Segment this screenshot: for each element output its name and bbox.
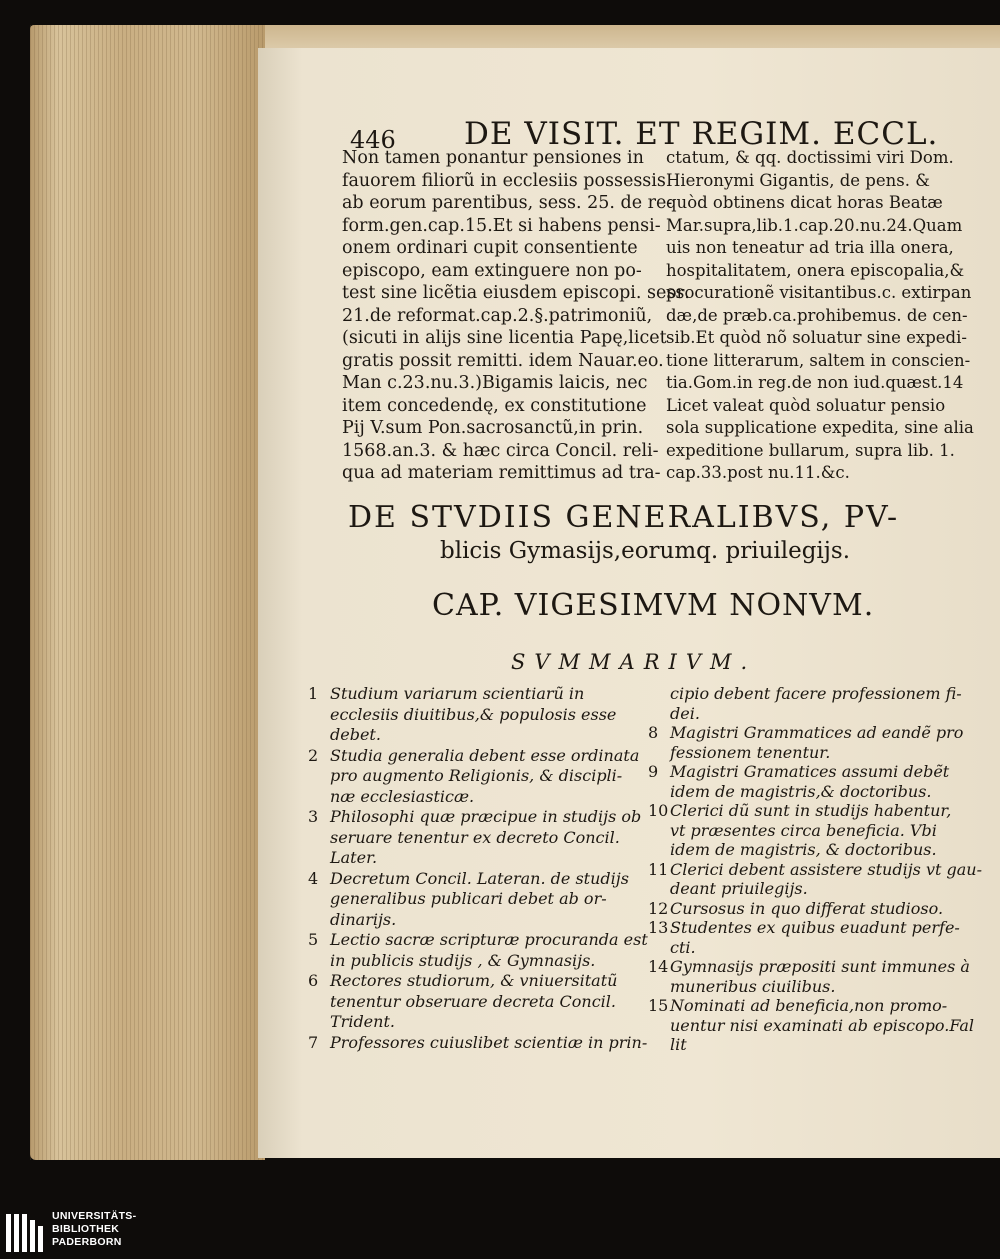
summarium-title: SVMMARIVM. (511, 650, 757, 674)
summary-item-number: 7 (308, 1032, 319, 1052)
summary-item-number: 12 (648, 898, 669, 918)
summary-item-line: muneribus ciuilibus. (670, 976, 836, 996)
summary-item-number: 4 (308, 868, 319, 888)
summary-item-number: 5 (308, 930, 319, 949)
summary-item-line: in publicis studijs , & Gymnasijs. (330, 950, 596, 970)
summary-item-line: Studentes ex quibus euadunt perfe- (670, 918, 960, 937)
summary-item-line: idem de magistris, & doctoribus. (670, 840, 937, 859)
summary-item-number: 11 (648, 859, 669, 879)
summary-item-number: 10 (648, 801, 669, 820)
text-line: procurationẽ visitantibus.c. extirpan (666, 283, 972, 302)
text-line: sola supplicatione expedita, sine alia (666, 418, 974, 437)
chapter-title: CAP. VIGESIMVM NONVM. (432, 588, 875, 623)
summary-item-line: seruare tenentur ex decreto Concil. (330, 827, 620, 847)
text-line: 21.de reformat.cap.2.§.patrimoniũ, (342, 305, 653, 326)
text-line: ctatum, & qq. doctissimi viri Dom. (666, 148, 954, 167)
summary-item-number: 3 (308, 807, 319, 826)
text-line: onem ordinari cupit consentiente (342, 238, 638, 258)
summary-item-line: Philosophi quæ præcipue in studijs ob (330, 807, 642, 826)
summary-item-line: debet. (330, 725, 381, 744)
page-number: 446 (350, 126, 396, 154)
summary-item-line: deant priuilegijs. (670, 879, 808, 898)
text-line: form.gen.cap.15.Et si habens pensi- (342, 215, 661, 236)
text-line: quòd obtinens dicat horas Beatæ (666, 193, 943, 212)
text-line: hospitalitatem, onera episcopalia,& (666, 260, 965, 280)
text-line: ab eorum parentibus, sess. 25. de re- (342, 193, 673, 213)
summary-item-number: 6 (308, 971, 319, 990)
text-line: 1568.an.3. & hæc circa Concil. reli- (342, 440, 659, 461)
summary-item-line: vt præsentes circa beneficia. Vbi (670, 820, 937, 840)
summary-item-line: Cursosus in quo differat studioso. (670, 898, 944, 918)
summary-item-line: cti. (670, 937, 696, 957)
summary-item-number: 1 (308, 684, 319, 703)
summary-item-line: lit (670, 1035, 687, 1054)
summary-item-number: 9 (648, 762, 659, 781)
section-title-line2: blicis Gymasijs,eorumq. priuilegijs. (440, 538, 851, 564)
summary-item-line: Professores cuiuslibet scientiæ in prin- (330, 1032, 648, 1052)
summary-item-line: dinarijs. (330, 909, 397, 929)
text-line: Hieronymi Gigantis, de pens. & (666, 170, 930, 190)
library-line3: PADERBORN (52, 1236, 122, 1248)
text-line: sib.Et quòd nõ soluatur sine expedi- (666, 328, 967, 347)
text-line: item concedendę, ex constitutione (342, 395, 647, 416)
summary-item-line: Later. (330, 848, 378, 867)
summary-item-line: Clerici debent assistere studijs vt gau- (670, 859, 982, 879)
summary-item-number: 13 (648, 918, 669, 937)
text-line: Non tamen ponantur pensiones in (342, 148, 644, 168)
text-line: Man c.23.nu.3.)Bigamis laicis, nec (342, 373, 648, 393)
text-line: expeditione bullarum, supra lib. 1. (666, 440, 955, 460)
text-line: tia.Gom.in reg.de non iud.quæst.14 (666, 373, 964, 392)
summary-item-line: pro augmento Religionis, & discipli- (330, 766, 623, 785)
summary-item-number: 2 (308, 745, 319, 765)
summary-item-line: Trident. (330, 1012, 395, 1031)
summary-item-line: Nominati ad beneficia,non promo- (670, 996, 948, 1015)
summary-item-line: Clerici dũ sunt in studijs habentur, (670, 801, 952, 820)
text-line: tione litterarum, saltem in conscien- (666, 350, 971, 370)
summary-item-line: tenentur obseruare decreta Concil. (330, 991, 616, 1011)
summary-item-line: næ ecclesiasticæ. (330, 786, 475, 806)
text-line: qua ad materiam remittimus ad tra- (342, 463, 661, 483)
text-line: episcopo, eam extinguere non po- (342, 260, 642, 281)
summary-item-line: fessionem tenentur. (670, 742, 831, 762)
text-line: fauorem filiorũ in ecclesiis possessis (342, 170, 666, 191)
text-line: (sicuti in alijs sine licentia Papę,licet (342, 328, 667, 348)
footer-bar (0, 1207, 1000, 1259)
text-line: Mar.supra,lib.1.cap.20.nu.24.Quam (666, 215, 963, 235)
summary-item-line: uentur nisi examinati ab episcopo.Fal (670, 1015, 975, 1035)
summary-item-line: Decretum Concil. Lateran. de studijs (330, 868, 629, 888)
library-line2: BIBLIOTHEK (52, 1223, 120, 1235)
summary-item-line: generalibus publicari debet ab or- (330, 889, 607, 908)
summary-item-line: Magistri Gramatices assumi debẽt (670, 762, 950, 781)
section-title-line1: DE STVDIIS GENERALIBVS, PV- (348, 500, 900, 535)
text-line: uis non teneatur ad tria illa onera, (666, 238, 954, 257)
library-line1: UNIVERSITÄTS- (52, 1210, 137, 1222)
summary-item-number: 14 (648, 957, 669, 976)
running-head-title: DE VISIT. ET REGIM. ECCL. (464, 116, 939, 152)
book-page (258, 48, 1000, 1158)
library-logo-icon (4, 1210, 46, 1256)
summary-item-line: Lectio sacræ scripturæ procuranda est (330, 930, 648, 949)
summary-item-line: Rectores studiorum, & vniuersitatũ (330, 971, 618, 990)
summary-item-line: Gymnasijs præpositi sunt immunes à (670, 957, 970, 976)
page-block-edge (30, 25, 265, 1160)
summary-item-line: cipio debent facere professionem fi- (670, 684, 962, 703)
summary-item-line: Studia generalia debent esse ordinata (330, 745, 640, 765)
summary-item-line: ecclesiis diuitibus,& populosis esse (330, 704, 617, 724)
summary-item-line: dei. (670, 703, 700, 723)
summary-item-number: 8 (648, 723, 659, 742)
summary-item-line: Magistri Grammatices ad eandẽ pro (670, 723, 964, 742)
summary-item-line: Studium variarum scientiarũ in (330, 684, 585, 703)
text-line: Licet valeat quòd soluatur pensio (666, 395, 946, 415)
text-line: dæ,de præb.ca.prohibemus. de cen- (666, 305, 968, 325)
text-line: Pij V.sum Pon.sacrosanctũ,in prin. (342, 418, 644, 438)
text-line: test sine licẽtia eiusdem episcopi. sess. (342, 283, 690, 303)
text-line: gratis possit remitti. idem Nauar.eo. (342, 350, 664, 371)
library-name (52, 1210, 136, 1249)
summary-item-line: idem de magistris,& doctoribus. (670, 781, 932, 801)
text-line: cap.33.post nu.11.&c. (666, 463, 850, 482)
summary-item-number: 15 (648, 996, 669, 1015)
